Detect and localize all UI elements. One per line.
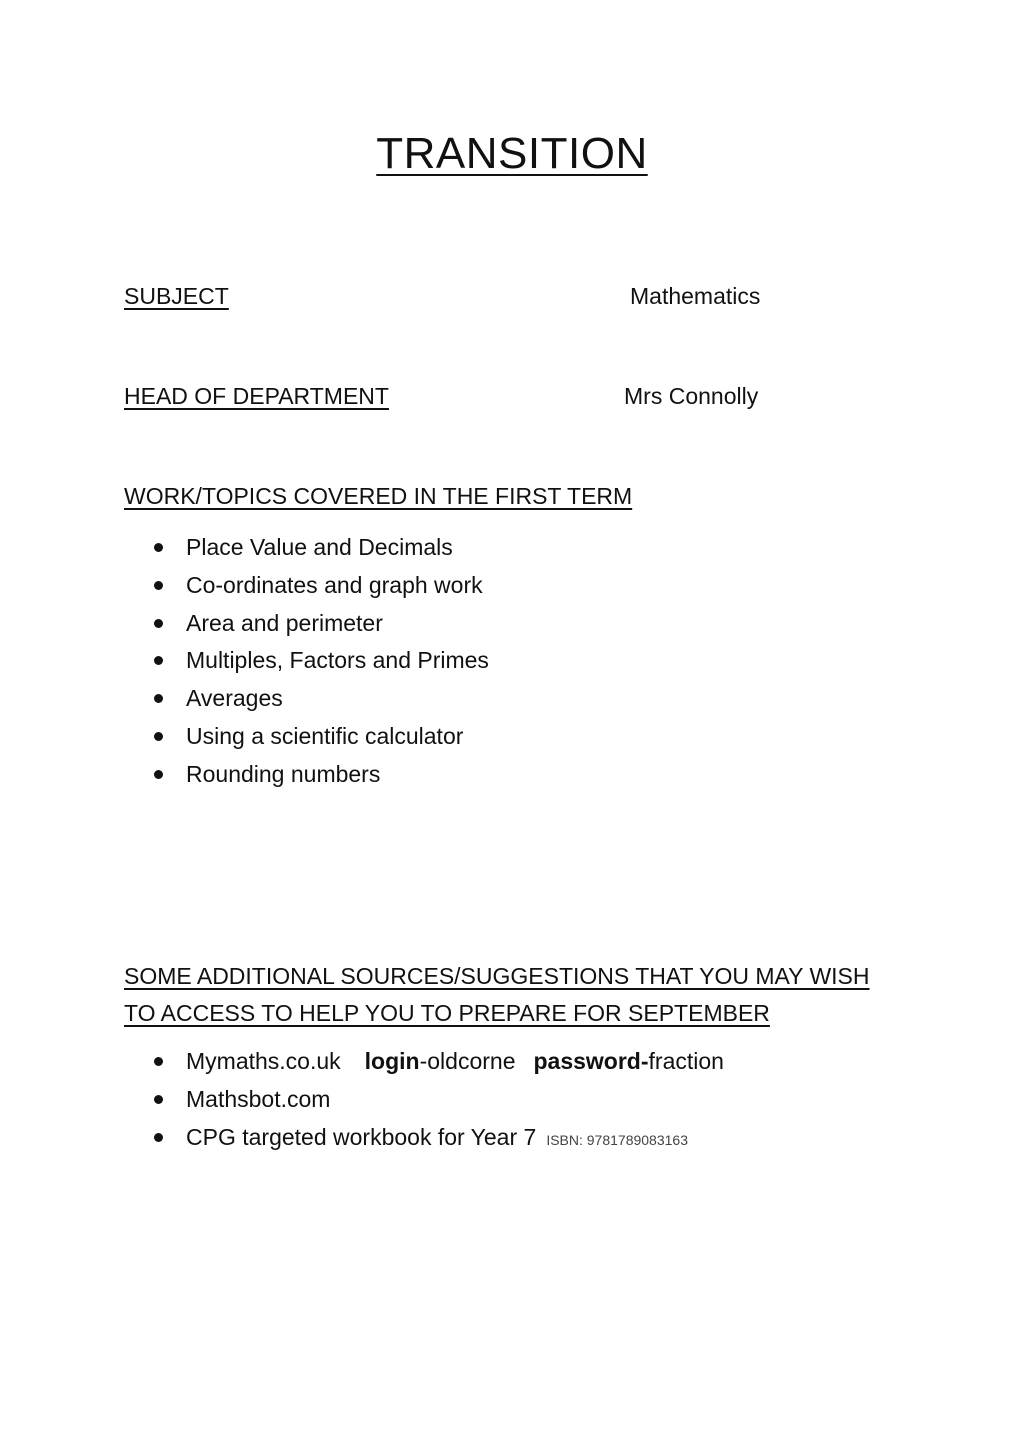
topic-text: Area and perimeter: [186, 609, 383, 636]
bullet-icon: [154, 543, 163, 552]
bullet-icon: [154, 1133, 163, 1142]
list-item: [124, 1046, 724, 1084]
list-item: [124, 645, 489, 683]
head-of-department-label: HEAD OF DEPARTMENT: [124, 383, 389, 409]
bullet-icon: [154, 656, 163, 665]
sources-heading: [124, 958, 904, 1032]
topics-heading: WORK/TOPICS COVERED IN THE FIRST TERM: [124, 483, 633, 509]
bullet-icon: [154, 694, 163, 703]
list-item: [124, 759, 489, 797]
page-title: [0, 128, 1024, 180]
topic-text: Using a scientific calculator: [186, 722, 464, 749]
topic-text: Rounding numbers: [186, 760, 381, 787]
bullet-icon: [154, 732, 163, 741]
login-label: login: [364, 1048, 420, 1074]
bullet-icon: [154, 581, 163, 590]
list-item: [124, 683, 489, 721]
sources-heading-line-2: TO ACCESS TO HELP YOU TO PREPARE FOR SEPTEMBER: [124, 1000, 770, 1026]
sources-list: [124, 1046, 724, 1159]
bullet-icon: [154, 770, 163, 779]
mymaths-site: Mymaths.co.uk: [186, 1048, 341, 1074]
head-of-department-value: Mrs Connolly: [624, 383, 759, 409]
list-item: [124, 532, 489, 570]
list-item: [124, 570, 489, 608]
list-item: [124, 1122, 724, 1160]
list-item: [124, 608, 489, 646]
mathsbot-site: Mathsbot.com: [186, 1085, 331, 1112]
subject-label: SUBJECT: [124, 283, 229, 309]
login-value: -oldcorne: [419, 1048, 516, 1074]
cpg-workbook-text: CPG targeted workbook for Year 7: [186, 1123, 537, 1150]
password-label: password-: [533, 1048, 649, 1074]
list-item: [124, 1084, 724, 1122]
topic-text: Averages: [186, 685, 283, 712]
topic-text: Multiples, Factors and Primes: [186, 647, 489, 674]
topic-text: Place Value and Decimals: [186, 534, 453, 560]
bullet-icon: [154, 1095, 163, 1104]
subject-value: Mathematics: [630, 283, 761, 309]
bullet-icon: [154, 1057, 163, 1066]
topics-list: [124, 532, 489, 797]
isbn-number: ISBN: 9781789083163: [546, 1131, 688, 1148]
bullet-icon: [154, 619, 163, 628]
password-value: fraction: [648, 1048, 724, 1074]
list-item: [124, 721, 489, 759]
topic-text: Co-ordinates and graph work: [186, 571, 483, 598]
page-title-text: TRANSITION: [376, 129, 648, 178]
sources-heading-line-1: SOME ADDITIONAL SOURCES/SUGGESTIONS THAT YOU MAY WISH: [124, 963, 870, 989]
